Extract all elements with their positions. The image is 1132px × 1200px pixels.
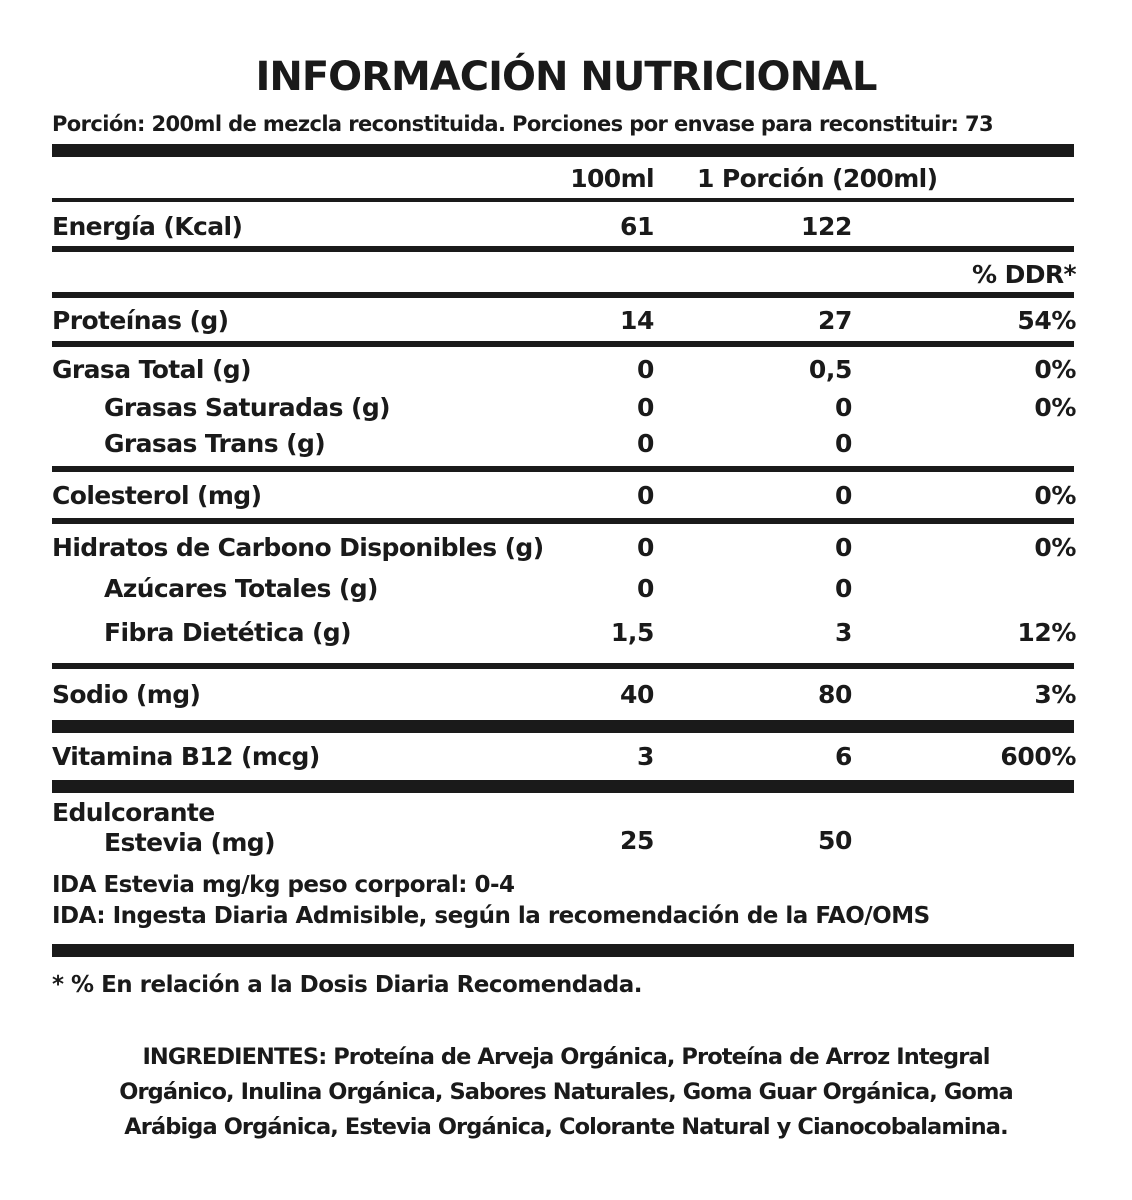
hidratos-ddr: 0% xyxy=(1034,533,1076,562)
header-portion: 1 Porción (200ml) xyxy=(697,164,938,193)
colesterol-ddr: 0% xyxy=(1034,481,1076,510)
proteinas-100ml: 14 xyxy=(620,306,654,335)
proteinas-ddr: 54% xyxy=(1017,306,1076,335)
colesterol-portion: 0 xyxy=(835,481,852,510)
fibra-100ml: 1,5 xyxy=(610,618,654,647)
grasa-total-label: Grasa Total (g) xyxy=(52,355,251,384)
ingredients-line: INGREDIENTES: Proteína de Arveja Orgánica, Proteína de Arroz Integral xyxy=(142,1044,990,1070)
hidratos-portion: 0 xyxy=(835,533,852,562)
proteinas-label: Proteínas (g) xyxy=(52,306,229,335)
divider xyxy=(52,780,1074,793)
divider xyxy=(52,292,1074,298)
ingredients-line: Orgánico, Inulina Orgánica, Sabores Naturales, Goma Guar Orgánica, Goma xyxy=(119,1079,1013,1105)
vitamina-100ml: 3 xyxy=(637,742,654,771)
header-ddr: % DDR* xyxy=(972,260,1076,289)
vitamina-label: Vitamina B12 (mcg) xyxy=(52,742,320,771)
serving-info: Porción: 200ml de mezcla reconstituida. Porciones por envase para reconstituir: 73 xyxy=(52,112,993,136)
energia-portion: 122 xyxy=(801,212,852,241)
energia-label: Energía (Kcal) xyxy=(52,212,243,241)
grasas-trans-label: Grasas Trans (g) xyxy=(104,429,326,458)
proteinas-portion: 27 xyxy=(818,306,852,335)
colesterol-label: Colesterol (mg) xyxy=(52,481,262,510)
sodio-ddr: 3% xyxy=(1034,680,1076,709)
sodio-label: Sodio (mg) xyxy=(52,680,201,709)
estevia-label: Estevia (mg) xyxy=(104,828,275,857)
header-100ml: 100ml xyxy=(570,164,654,193)
divider xyxy=(52,518,1074,524)
sodio-100ml: 40 xyxy=(620,680,654,709)
divider xyxy=(52,466,1074,472)
azucares-100ml: 0 xyxy=(637,574,654,603)
hidratos-label: Hidratos de Carbono Disponibles (g) xyxy=(52,533,544,562)
fibra-label: Fibra Dietética (g) xyxy=(104,618,351,647)
edulcorante-label: Edulcorante xyxy=(52,798,215,827)
grasas-trans-100ml: 0 xyxy=(637,429,654,458)
fibra-ddr: 12% xyxy=(1017,618,1076,647)
divider xyxy=(52,341,1074,347)
label-title: INFORMACIÓN NUTRICIONAL xyxy=(255,54,877,100)
sodio-portion: 80 xyxy=(818,680,852,709)
divider xyxy=(52,720,1074,733)
hidratos-100ml: 0 xyxy=(637,533,654,562)
ingredients-line: Arábiga Orgánica, Estevia Orgánica, Colorante Natural y Cianocobalamina. xyxy=(124,1114,1008,1140)
grasas-saturadas-portion: 0 xyxy=(835,393,852,422)
energia-100ml: 61 xyxy=(620,212,654,241)
ingredients xyxy=(46,1040,1086,1145)
grasas-saturadas-ddr: 0% xyxy=(1034,393,1076,422)
ida-estevia: IDA Estevia mg/kg peso corporal: 0-4 xyxy=(52,872,515,898)
colesterol-100ml: 0 xyxy=(637,481,654,510)
ida-definition: IDA: Ingesta Diaria Admisible, según la recomendación de la FAO/OMS xyxy=(52,903,930,929)
azucares-portion: 0 xyxy=(835,574,852,603)
divider xyxy=(52,663,1074,669)
grasa-total-portion: 0,5 xyxy=(808,355,852,384)
vitamina-ddr: 600% xyxy=(1000,742,1076,771)
estevia-100ml: 25 xyxy=(620,826,654,855)
footnote: * % En relación a la Dosis Diaria Recomendada. xyxy=(52,972,642,998)
divider-top xyxy=(52,144,1074,157)
grasas-saturadas-100ml: 0 xyxy=(637,393,654,422)
divider-bottom xyxy=(52,944,1074,957)
grasas-saturadas-label: Grasas Saturadas (g) xyxy=(104,393,390,422)
azucares-label: Azúcares Totales (g) xyxy=(104,574,378,603)
divider xyxy=(52,198,1074,202)
divider xyxy=(52,246,1074,252)
grasas-trans-portion: 0 xyxy=(835,429,852,458)
grasa-total-ddr: 0% xyxy=(1034,355,1076,384)
vitamina-portion: 6 xyxy=(835,742,852,771)
fibra-portion: 3 xyxy=(835,618,852,647)
grasa-total-100ml: 0 xyxy=(637,355,654,384)
estevia-portion: 50 xyxy=(818,826,852,855)
